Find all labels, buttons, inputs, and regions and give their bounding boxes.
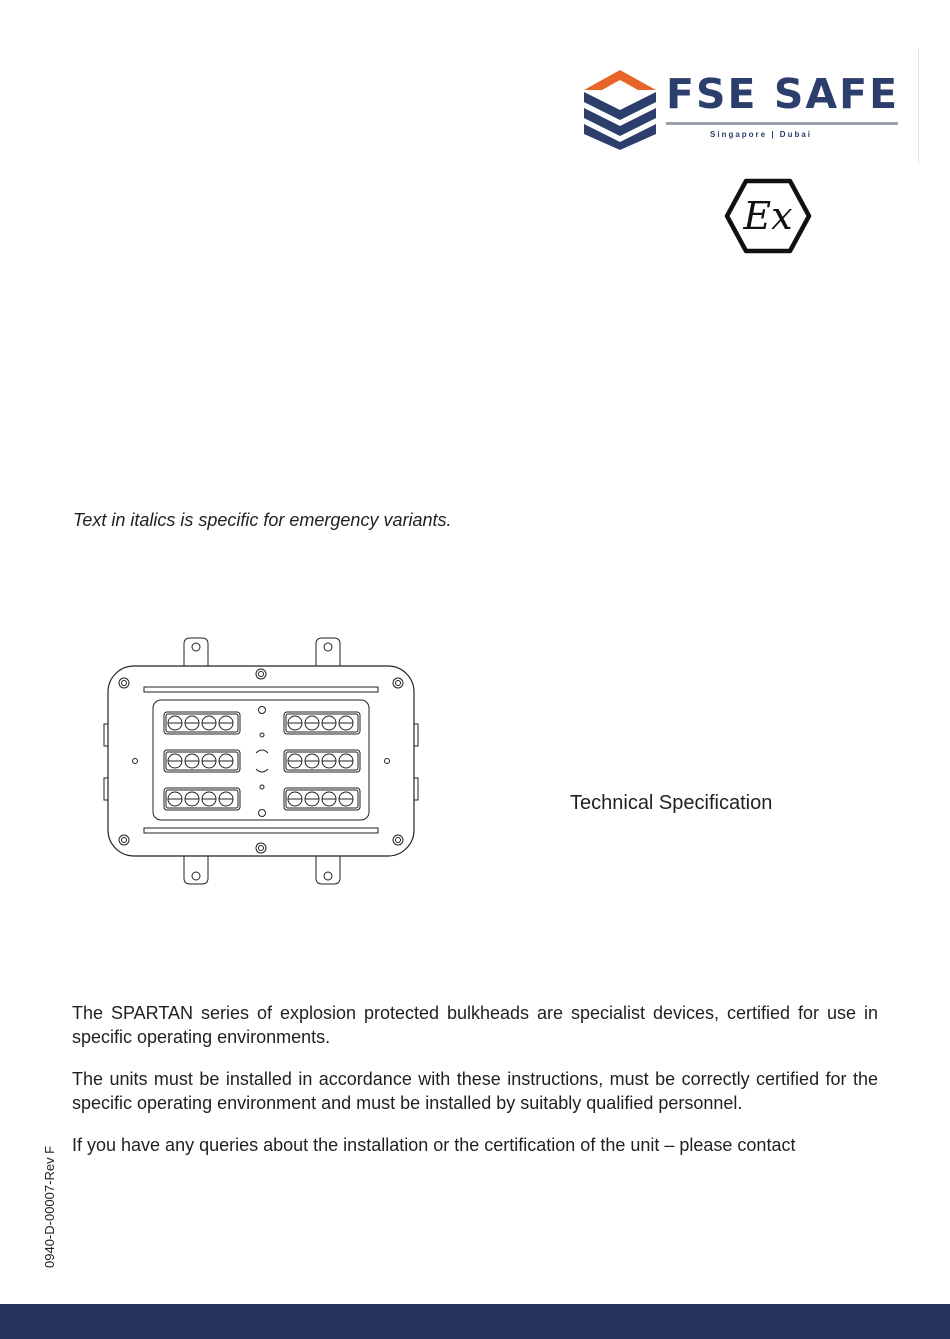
brand-tagline: Singapore | Dubai: [710, 130, 813, 139]
atex-ex-icon: [724, 178, 812, 254]
footer-bar: [0, 1304, 950, 1339]
header-divider: [918, 48, 919, 164]
intro-paragraph-2: The units must be installed in accordance with these instructions, must be correctly certified for the specific operating environment and must be installed by suitably qualified personnel.: [72, 1069, 878, 1113]
technical-specification-label: Technical Specification: [570, 792, 773, 814]
intro-text: [72, 1001, 878, 1175]
document-code: 0940-D-00007-Rev F: [42, 1145, 57, 1268]
bulkhead-terminal-box-drawing: [100, 632, 420, 892]
company-logo: [580, 68, 900, 152]
logo-emblem-icon: [580, 68, 660, 152]
brand-name: FSE SAFE: [666, 70, 900, 118]
intro-paragraph-3: If you have any queries about the installation or the certification of the unit – please contact: [72, 1135, 796, 1155]
ex-symbol-text: Ex: [743, 194, 793, 238]
intro-paragraph-1: The SPARTAN series of explosion protected bulkheads are specialist devices, certified for use in specific operating environments.: [72, 1003, 878, 1047]
brand-divider: [666, 122, 898, 125]
emergency-variant-note: Text in italics is specific for emergency variants.: [73, 510, 452, 530]
